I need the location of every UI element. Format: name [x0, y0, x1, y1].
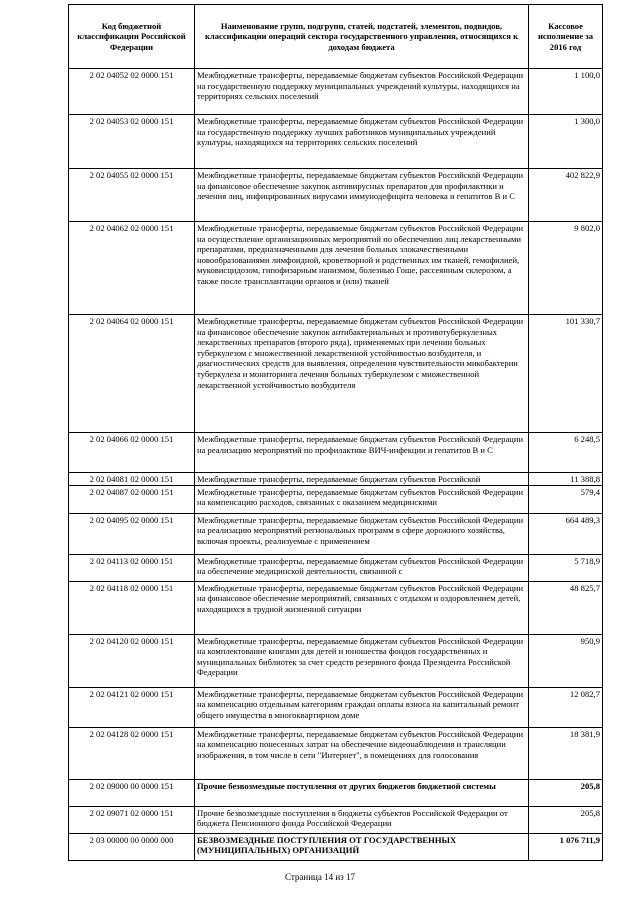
row-name: Межбюджетные трансферты, передаваемые бюджетам субъектов Российской Федерации на компенсацию расходов, связанных с оказанием медицинскими: [195, 485, 529, 513]
row-amount: 5 718,9: [529, 554, 603, 581]
row-code: 2 02 04118 02 0000 151: [69, 581, 195, 634]
table-row: [69, 513, 603, 554]
row-amount: 1 300,0: [529, 115, 603, 169]
table-row: [69, 554, 603, 581]
row-code: 2 02 04053 02 0000 151: [69, 115, 195, 169]
row-amount: 1 100,0: [529, 69, 603, 115]
row-name: Прочие безвозмездные поступления в бюджеты субъектов Российской Федерации от бюджета Пенсионного фонда Российской Федерации: [195, 806, 529, 833]
row-name: Межбюджетные трансферты, передаваемые бюджетам субъектов Российской Федерации на компенсацию понесенных затрат на обеспечение видеонаблюдения и трансляции изображения, в том числе в сети "Интернет", в помещениях для голосования: [195, 727, 529, 779]
row-code: 2 02 04121 02 0000 151: [69, 687, 195, 727]
table-row: [69, 779, 603, 806]
row-code: 2 02 04052 02 0000 151: [69, 69, 195, 115]
table-row: [69, 115, 603, 169]
row-code: 2 02 04081 02 0000 151: [69, 473, 195, 486]
header-row: [69, 5, 603, 69]
header-code: Код бюджетной классификации Российской Федерации: [69, 5, 195, 69]
row-amount: 205,8: [529, 806, 603, 833]
row-amount: 950,9: [529, 634, 603, 687]
table-row: [69, 169, 603, 222]
table-row: [69, 687, 603, 727]
table-row: [69, 806, 603, 833]
row-name: БЕЗВОЗМЕЗДНЫЕ ПОСТУПЛЕНИЯ ОТ ГОСУДАРСТВЕННЫХ (МУНИЦИПАЛЬНЫХ) ОРГАНИЗАЦИЙ: [195, 833, 529, 860]
row-name: Межбюджетные трансферты, передаваемые бюджетам субъектов Российской Федерации на компенсацию отдельным категориям граждан оплаты взноса на капитальный ремонт общего имущества в многоквартирном доме: [195, 687, 529, 727]
row-name: Межбюджетные трансферты, передаваемые бюджетам субъектов Российской Федерации на финансовое обеспечение закупок антибактериальных и противотуберкулезных лекарственных препаратов (второго ряда), применяемых при лечении больных туберкулезом с множественной лекарственной устойчивостью возбудителя, и диагностических средств для выявления, определения чувствительности микобактерии туберкулеза и мониторинга лечения больных туберкулезом с множественной лекарственной устойчивостью возбудителя: [195, 315, 529, 433]
row-amount: 6 248,5: [529, 433, 603, 473]
row-amount: 205,8: [529, 779, 603, 806]
row-amount: 101 330,7: [529, 315, 603, 433]
row-name: Межбюджетные трансферты, передаваемые бюджетам субъектов Российской Федерации на финансовое обеспечение закупок антивирусных препаратов для профилактики и лечения лиц, инфицированных вирусами иммунодефицита человека и гепатитов В и С: [195, 169, 529, 222]
table-row: [69, 634, 603, 687]
row-amount: 11 388,8: [529, 473, 603, 486]
row-amount: 402 822,9: [529, 169, 603, 222]
row-code: 2 02 04066 02 0000 151: [69, 433, 195, 473]
row-code: 2 02 04087 02 0000 151: [69, 485, 195, 513]
row-amount: 664 489,3: [529, 513, 603, 554]
row-code: 2 02 04095 02 0000 151: [69, 513, 195, 554]
row-amount: 12 082,7: [529, 687, 603, 727]
header-amount: Кассовое исполнение за 2016 год: [529, 5, 603, 69]
row-code: 2 02 04113 02 0000 151: [69, 554, 195, 581]
row-amount: 9 802,0: [529, 222, 603, 315]
row-amount: 48 825,7: [529, 581, 603, 634]
table-row: [69, 833, 603, 860]
row-name: Межбюджетные трансферты, передаваемые бюджетам субъектов Российской: [195, 473, 529, 486]
row-name: Межбюджетные трансферты, передаваемые бюджетам субъектов Российской Федерации на государственную поддержку муниципальных учреждений культуры, находящихся на территориях сельских поселений: [195, 69, 529, 115]
row-code: 2 02 04120 02 0000 151: [69, 634, 195, 687]
budget-table: [68, 4, 603, 861]
row-name: Межбюджетные трансферты, передаваемые бюджетам субъектов Российской Федерации на реализацию мероприятий региональных программ в сфере дорожного хозяйства, включая проекты, реализуемые с применением: [195, 513, 529, 554]
page-footer: Страница 14 из 17: [285, 872, 355, 882]
table-row: [69, 473, 603, 486]
row-name: Межбюджетные трансферты, передаваемые бюджетам субъектов Российской Федерации на финансовое обеспечение мероприятий, связанных с отдыхом и оздоровлением детей, находящихся в трудной жизненной ситуации: [195, 581, 529, 634]
row-name: Межбюджетные трансферты, передаваемые бюджетам субъектов Российской Федерации на комплектование книгами для детей и юношества фондов государственных и муниципальных библиотек за счет средств резервного фонда Президента Российской Федерации: [195, 634, 529, 687]
row-amount: 1 076 711,9: [529, 833, 603, 860]
row-name: Прочие безвозмездные поступления от других бюджетов бюджетной системы: [195, 779, 529, 806]
row-name: Межбюджетные трансферты, передаваемые бюджетам субъектов Российской Федерации на осуществление организационных мероприятий по обеспечению лиц лекарственными препаратами, предназначенными для лечения больных злокачественными новообразованиями лимфоидной, кроветворной и родственных им тканей, гемофилией, муковисцидозом, гипофизарным нанизмом, болезнью Гоше, рассеянным склерозом, а также после трансплантации органов и (или) тканей: [195, 222, 529, 315]
table-row: [69, 485, 603, 513]
row-code: 2 02 09000 00 0000 151: [69, 779, 195, 806]
row-code: 2 02 04064 02 0000 151: [69, 315, 195, 433]
header-name: Наименование групп, подгрупп, статей, подстатей, элементов, подвидов, классификации операций сектора государственного управления, относящихся к доходам бюджета: [195, 5, 529, 69]
row-name: Межбюджетные трансферты, передаваемые бюджетам субъектов Российской Федерации на реализацию мероприятий по профилактике ВИЧ-инфекции и гепатитов В и С: [195, 433, 529, 473]
table-row: [69, 727, 603, 779]
table-row: [69, 581, 603, 634]
table-row: [69, 315, 603, 433]
row-code: 2 02 04055 02 0000 151: [69, 169, 195, 222]
row-name: Межбюджетные трансферты, передаваемые бюджетам субъектов Российской Федерации на обеспечение медицинской деятельности, связанной с: [195, 554, 529, 581]
row-code: 2 02 04128 02 0000 151: [69, 727, 195, 779]
row-name: Межбюджетные трансферты, передаваемые бюджетам субъектов Российской Федерации на государственную поддержку лучших работников муниципальных учреждений культуры, находящихся на территориях сельских поселений: [195, 115, 529, 169]
row-amount: 579,4: [529, 485, 603, 513]
row-code: 2 03 00000 00 0000 000: [69, 833, 195, 860]
table-row: [69, 433, 603, 473]
table-row: [69, 222, 603, 315]
row-amount: 18 381,9: [529, 727, 603, 779]
table-row: [69, 69, 603, 115]
row-code: 2 02 09071 02 0000 151: [69, 806, 195, 833]
row-code: 2 02 04062 02 0000 151: [69, 222, 195, 315]
